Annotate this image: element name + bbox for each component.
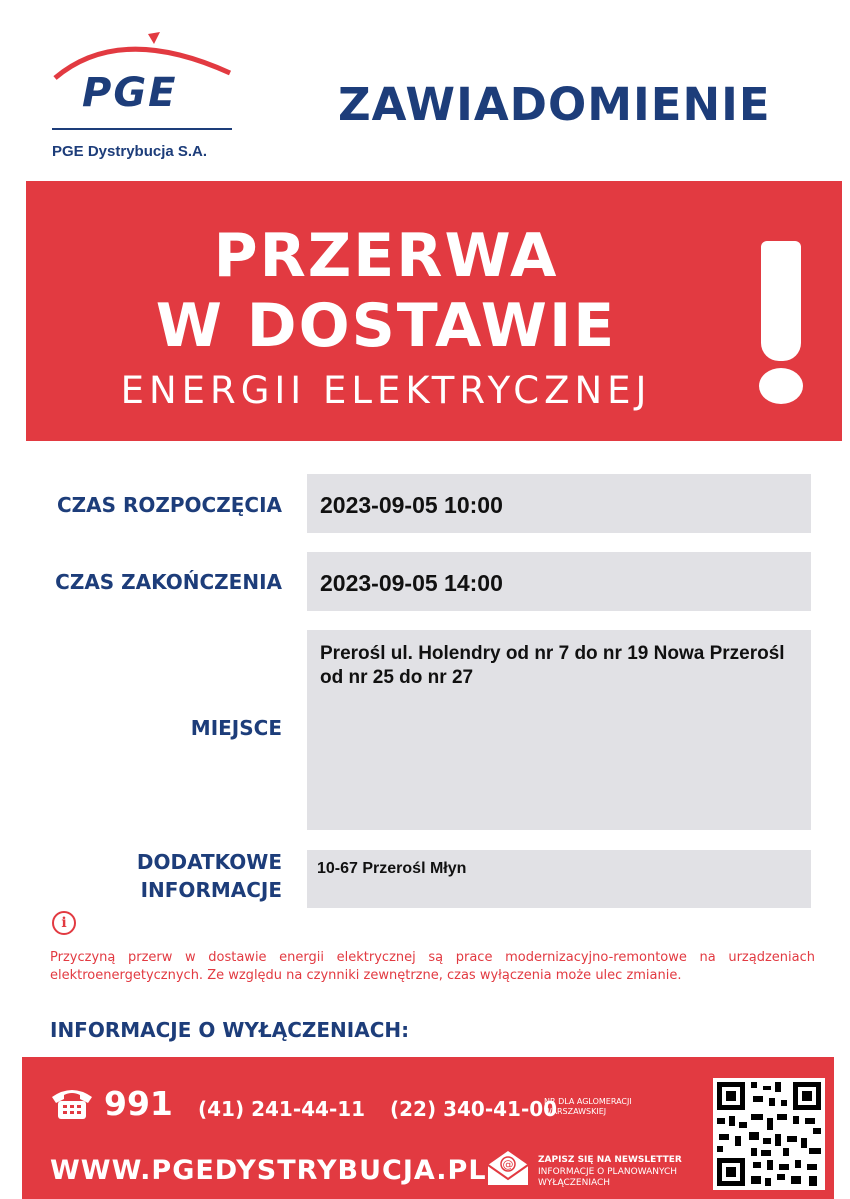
company-name: PGE Dystrybucja S.A. (52, 143, 208, 160)
pge-logo: PGE (82, 70, 178, 116)
telephone-icon (48, 1085, 96, 1121)
additional-info-label (32, 848, 282, 904)
banner-line-3: ENERGII ELEKTRYCZNEJ (120, 369, 652, 412)
phone-2-note: NR DLA AGLOMERACJI WARSZAWSKIEJ (544, 1097, 632, 1116)
banner-line-2: W DOSTAWIE (155, 291, 617, 361)
additional-info-label-line-1: DODATKOWE (136, 850, 282, 874)
additional-info-value: 10-67 Przerośl Młyn (317, 860, 467, 877)
end-time-value: 2023-09-05 14:00 (320, 570, 503, 596)
place-label: MIEJSCE (190, 716, 282, 740)
emergency-number[interactable]: 991 (104, 1084, 173, 1123)
end-time-label: CZAS ZAKOŃCZENIA (55, 570, 282, 594)
phone-number-2[interactable]: (22) 340-41-00 (390, 1097, 558, 1121)
newsletter-subtitle: INFORMACJE O PLANOWANYCH WYŁĄCZENIACH (538, 1167, 678, 1188)
place-field (307, 630, 811, 830)
logo-divider (52, 128, 232, 130)
document-title: ZAWIADOMIENIE (338, 78, 771, 131)
mail-at-symbol: @ (502, 1158, 514, 1171)
outage-banner (26, 181, 842, 441)
disclaimer-note: Przyczyną przerw w dostawie energii elektrycznej są prace modernizacyjno-remontowe na urządzeniach elektroenergetycznych. Ze względu na czynniki zewnętrzne, czas wyłączenia może ulec zmianie. (50, 950, 815, 983)
start-time-field (307, 474, 811, 533)
additional-info-field (307, 850, 811, 908)
exclamation-icon (761, 241, 801, 361)
phone-number-1[interactable]: (41) 241-44-11 (198, 1097, 366, 1121)
end-time-field (307, 552, 811, 611)
qr-code-icon[interactable] (713, 1078, 825, 1190)
newsletter-mail-icon (486, 1149, 530, 1187)
place-value: Prerośl ul. Holendry od nr 7 do nr 19 Nowa Przerośl od nr 25 do nr 27 (320, 643, 785, 688)
start-time-label: CZAS ROZPOCZĘCIA (56, 493, 282, 517)
exclamation-dot (759, 368, 803, 404)
additional-info-label-line-2: INFORMACJE (140, 878, 282, 902)
info-icon: i (52, 911, 76, 935)
contact-footer (22, 1057, 834, 1199)
banner-line-1: PRZERWA (213, 221, 559, 291)
newsletter-title[interactable]: ZAPISZ SIĘ NA NEWSLETTER (538, 1155, 682, 1165)
start-time-value: 2023-09-05 10:00 (320, 492, 503, 518)
website-link[interactable]: WWW.PGEDYSTRYBUCJA.PL (50, 1155, 487, 1186)
outages-info-heading: INFORMACJE O WYŁĄCZENIACH: (50, 1018, 410, 1042)
